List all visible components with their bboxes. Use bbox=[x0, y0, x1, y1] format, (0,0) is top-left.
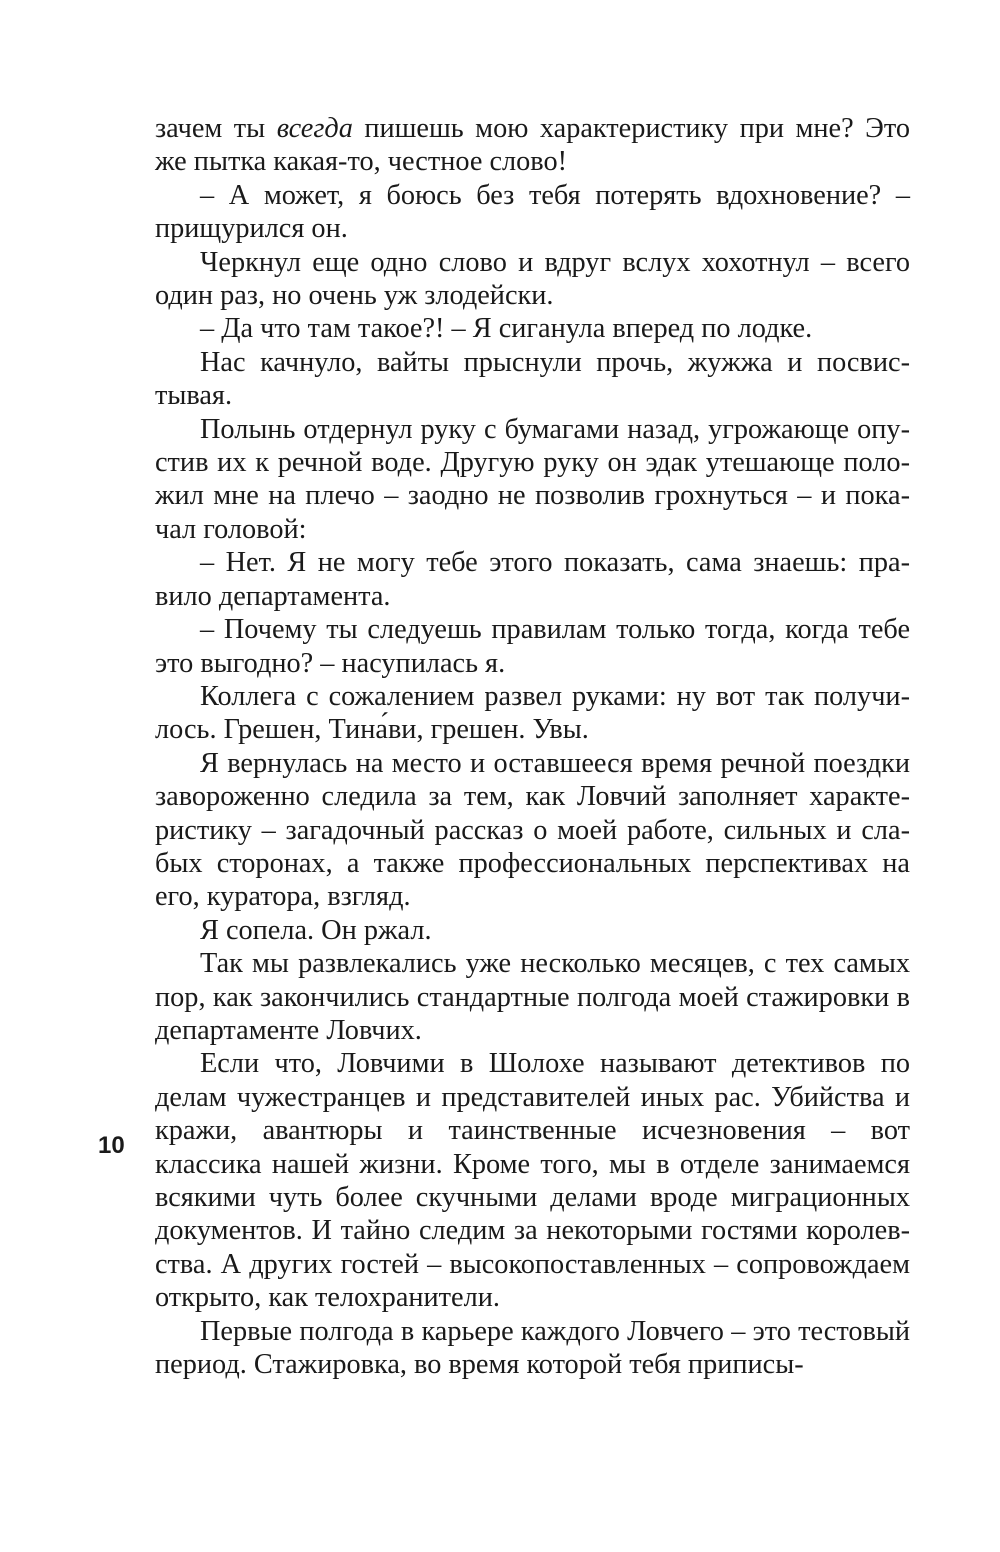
paragraph bbox=[155, 346, 910, 413]
paragraph bbox=[155, 246, 910, 313]
paragraph bbox=[155, 747, 910, 914]
paragraph bbox=[155, 1315, 910, 1382]
text-segment: Коллега с сожалением развел руками: ну вот так получилось. Грешен, Тина́ви, грешен. Увы. bbox=[155, 680, 910, 746]
paragraph-dialogue bbox=[155, 546, 910, 613]
text-segment: Я сопела. Он ржал. bbox=[200, 914, 432, 946]
text-segment: – Нет. Я не могу тебе этого показать, сама знаешь: правило департамента. bbox=[155, 547, 910, 612]
text-segment: пишешь мою характеристику при мне? Это же пытка какая-то, честное слово! bbox=[155, 113, 910, 178]
text-segment: Я вернулась на место и оставшееся время речной поездки завороженно следила за тем, как Ловчий заполняет характеристику – загадочный рассказ о моей работе, сильных и слабых сторонах, а также профессиональных перспективах на его, куратора, взгляд. bbox=[155, 747, 910, 913]
text-segment: Так мы развлекались уже несколько месяцев, с тех самых пор, как закончились стандартные полгода моей стажировки в департаменте Ловчих. bbox=[155, 948, 910, 1046]
paragraph bbox=[155, 947, 910, 1047]
page-number: 10 bbox=[98, 1132, 125, 1159]
paragraph bbox=[155, 914, 910, 947]
text-segment: Черкнул еще одно слово и вдруг вслух хохотнул – всего один раз, но очень уж злодейски. bbox=[155, 246, 910, 312]
text-segment: Полынь отдернул руку с бумагами назад, угрожающе опустив их к речной воде. Другую руку он эдак утешающе положил мне на плечо – заодно не позволив грохнуться – и покачал головой: bbox=[155, 413, 910, 545]
paragraph bbox=[155, 1047, 910, 1314]
text-segment: – Да что там такое?! – Я сиганула вперед по лодке. bbox=[200, 313, 813, 345]
text-segment: Если что, Ловчими в Шолохе называют детективов по делам чужестранцев и представителей иных рас. Убийства и кражи, авантюры и таинственные исчезновения – вот классика нашей жизни. Кроме того, мы в отделе занимаемся всякими чуть более скучными делами вроде миграционных документов. И тайно следим за некоторыми гостями королевства. А других гостей – высокопоставленных – сопровождаем открыто, как телохранители. bbox=[155, 1048, 910, 1314]
text-segment: – А может, я боюсь без тебя потерять вдохновение? – прищурился он. bbox=[155, 179, 910, 245]
paragraph-dialogue bbox=[155, 312, 910, 345]
body-text bbox=[155, 112, 910, 1381]
text-segment: Нас качнуло, вайты прыснули прочь, жужжа и посвистывая. bbox=[155, 346, 910, 412]
paragraph-dialogue bbox=[155, 613, 910, 680]
text-segment: Первые полгода в карьере каждого Ловчего – это тестовый период. Стажировка, во время которой тебя приписы- bbox=[155, 1315, 910, 1381]
paragraph bbox=[155, 680, 910, 747]
paragraph bbox=[155, 112, 910, 179]
text-segment: – Почему ты следуешь правилам только тогда, когда тебе это выгодно? – насупилась я. bbox=[155, 614, 910, 679]
text-segment: зачем ты bbox=[155, 113, 277, 144]
paragraph bbox=[155, 413, 910, 547]
italic-emphasis: всегда bbox=[276, 113, 353, 144]
paragraph-dialogue bbox=[155, 179, 910, 246]
